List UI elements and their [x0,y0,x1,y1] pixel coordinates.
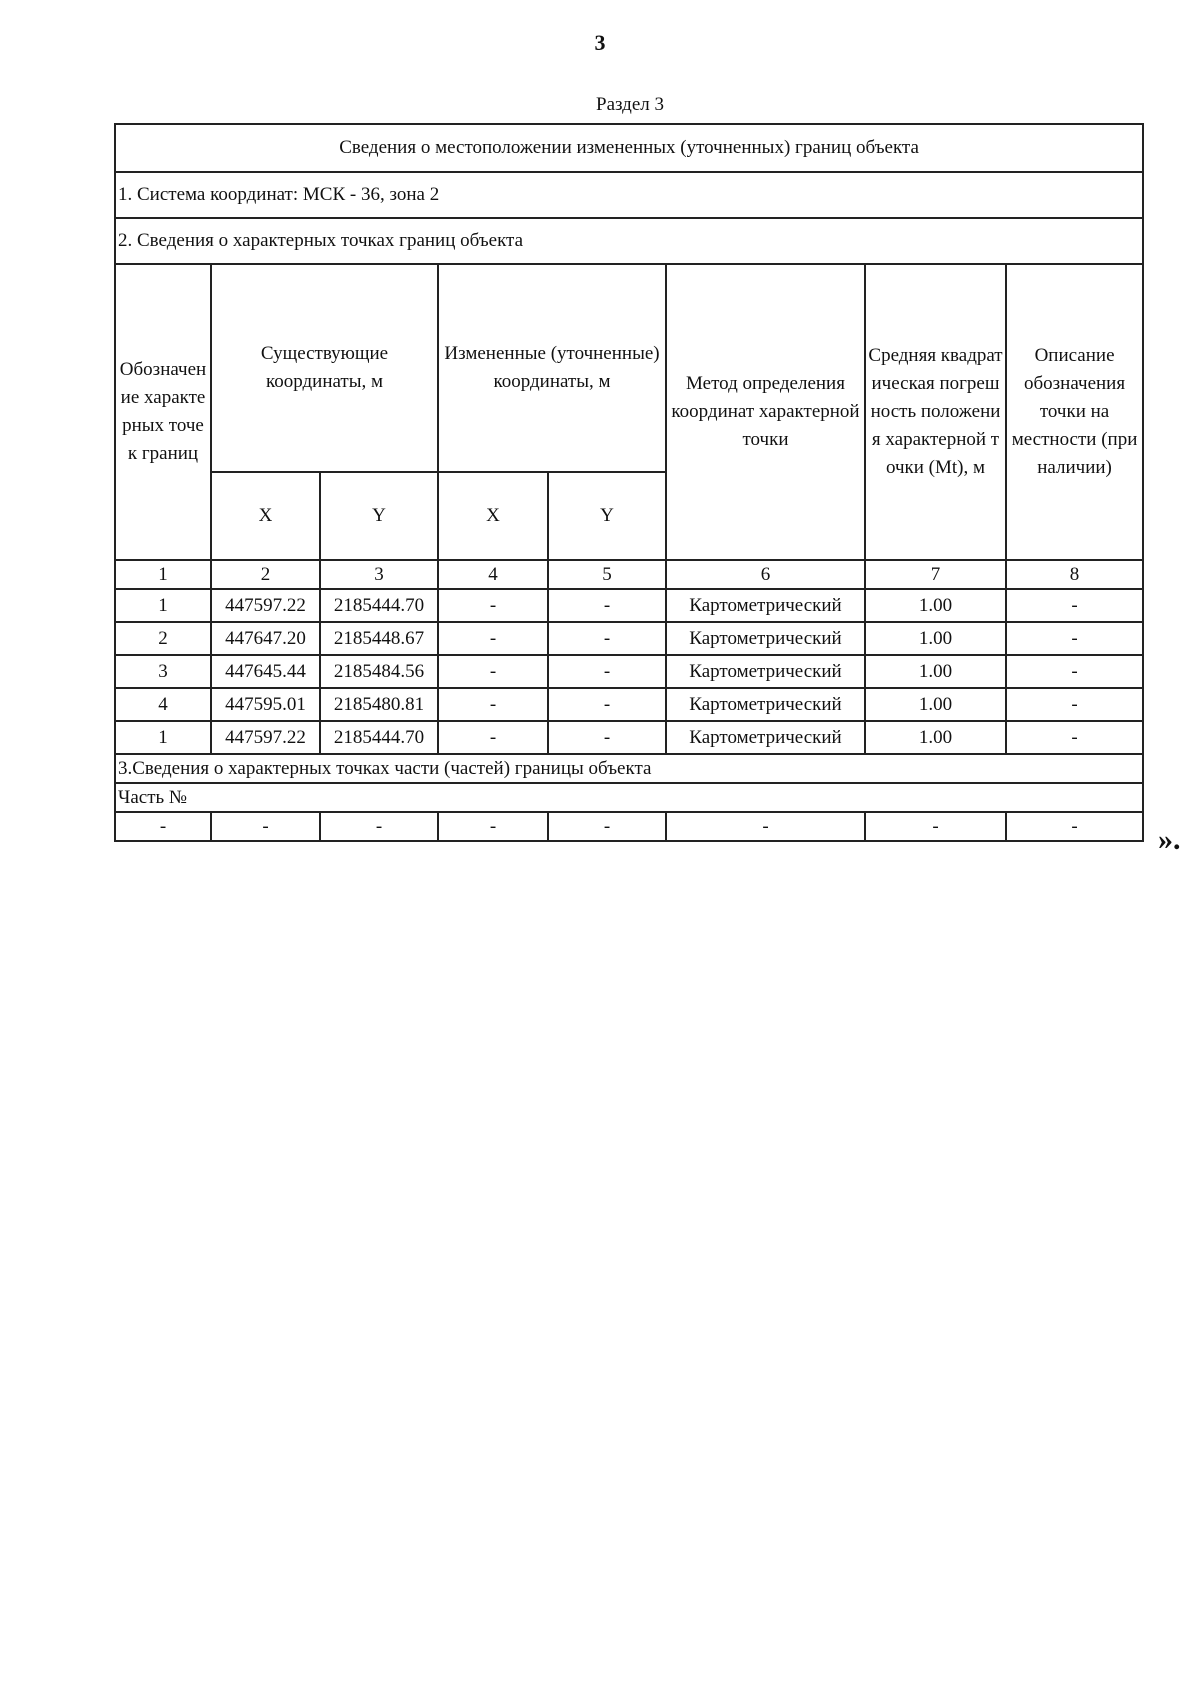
column-number: 7 [865,560,1006,589]
changed-x: - [438,589,548,622]
part-cell: - [320,812,438,841]
mean-error: 1.00 [865,721,1006,754]
existing-x: 447647.20 [211,622,320,655]
header-existing-y: Y [320,472,438,560]
method: Картометрический [666,721,865,754]
part-cell: - [548,812,666,841]
point-designation: 2 [115,622,211,655]
part-cell: - [438,812,548,841]
point-description: - [1006,589,1143,622]
column-number: 3 [320,560,438,589]
header-changed-x: X [438,472,548,560]
column-number: 4 [438,560,548,589]
header-description: Описание обозначения точки на местности (при наличии) [1006,264,1143,560]
column-number: 2 [211,560,320,589]
changed-y: - [548,655,666,688]
existing-y: 2185484.56 [320,655,438,688]
changed-y: - [548,589,666,622]
changed-y: - [548,688,666,721]
changed-x: - [438,655,548,688]
parts-heading: 3.Сведения о характерных точках части (частей) границы объекта [115,754,1143,783]
part-cell: - [666,812,865,841]
changed-x: - [438,622,548,655]
mean-error: 1.00 [865,688,1006,721]
mean-error: 1.00 [865,622,1006,655]
method: Картометрический [666,655,865,688]
part-empty-row [115,812,1143,841]
table-row [115,688,1143,721]
changed-y: - [548,721,666,754]
header-mean-error: Средняя квадратическая погрешность положения характерной точки (Mt), м [865,264,1006,560]
changed-x: - [438,721,548,754]
point-designation: 1 [115,721,211,754]
part-cell: - [115,812,211,841]
table-row [115,622,1143,655]
column-number: 8 [1006,560,1143,589]
coordinate-system: 1. Система координат: МСК - 36, зона 2 [115,172,1143,218]
table-row [115,655,1143,688]
closing-quote-mark: ». [1158,823,1181,856]
method: Картометрический [666,688,865,721]
point-designation: 4 [115,688,211,721]
header-changed-y: Y [548,472,666,560]
header-existing-coords: Существующие координаты, м [211,264,438,472]
table-row [115,589,1143,622]
mean-error: 1.00 [865,655,1006,688]
existing-x: 447645.44 [211,655,320,688]
changed-y: - [548,622,666,655]
boundary-points-table [114,123,1144,842]
section-title: Раздел 3 [596,94,664,115]
page-number: 3 [594,30,606,55]
header-existing-x: X [211,472,320,560]
existing-x: 447597.22 [211,721,320,754]
point-description: - [1006,721,1143,754]
header-designation: Обозначение характерных точек границ [115,264,211,560]
point-designation: 1 [115,589,211,622]
column-numbers-row [115,560,1143,589]
part-label: Часть № [115,783,1143,812]
changed-x: - [438,688,548,721]
column-number: 5 [548,560,666,589]
column-number: 1 [115,560,211,589]
point-description: - [1006,655,1143,688]
column-number: 6 [666,560,865,589]
method: Картометрический [666,622,865,655]
existing-y: 2185444.70 [320,721,438,754]
existing-y: 2185444.70 [320,589,438,622]
part-cell: - [1006,812,1143,841]
table-title: Сведения о местоположении измененных (уточненных) границ объекта [115,124,1143,172]
existing-x: 447595.01 [211,688,320,721]
method: Картометрический [666,589,865,622]
mean-error: 1.00 [865,589,1006,622]
point-description: - [1006,688,1143,721]
header-changed-coords: Измененные (уточненные) координаты, м [438,264,666,472]
point-designation: 3 [115,655,211,688]
points-heading: 2. Сведения о характерных точках границ объекта [115,218,1143,264]
point-description: - [1006,622,1143,655]
part-cell: - [865,812,1006,841]
table-row [115,721,1143,754]
existing-y: 2185448.67 [320,622,438,655]
existing-x: 447597.22 [211,589,320,622]
header-method: Метод определения координат характерной точки [666,264,865,560]
part-cell: - [211,812,320,841]
existing-y: 2185480.81 [320,688,438,721]
